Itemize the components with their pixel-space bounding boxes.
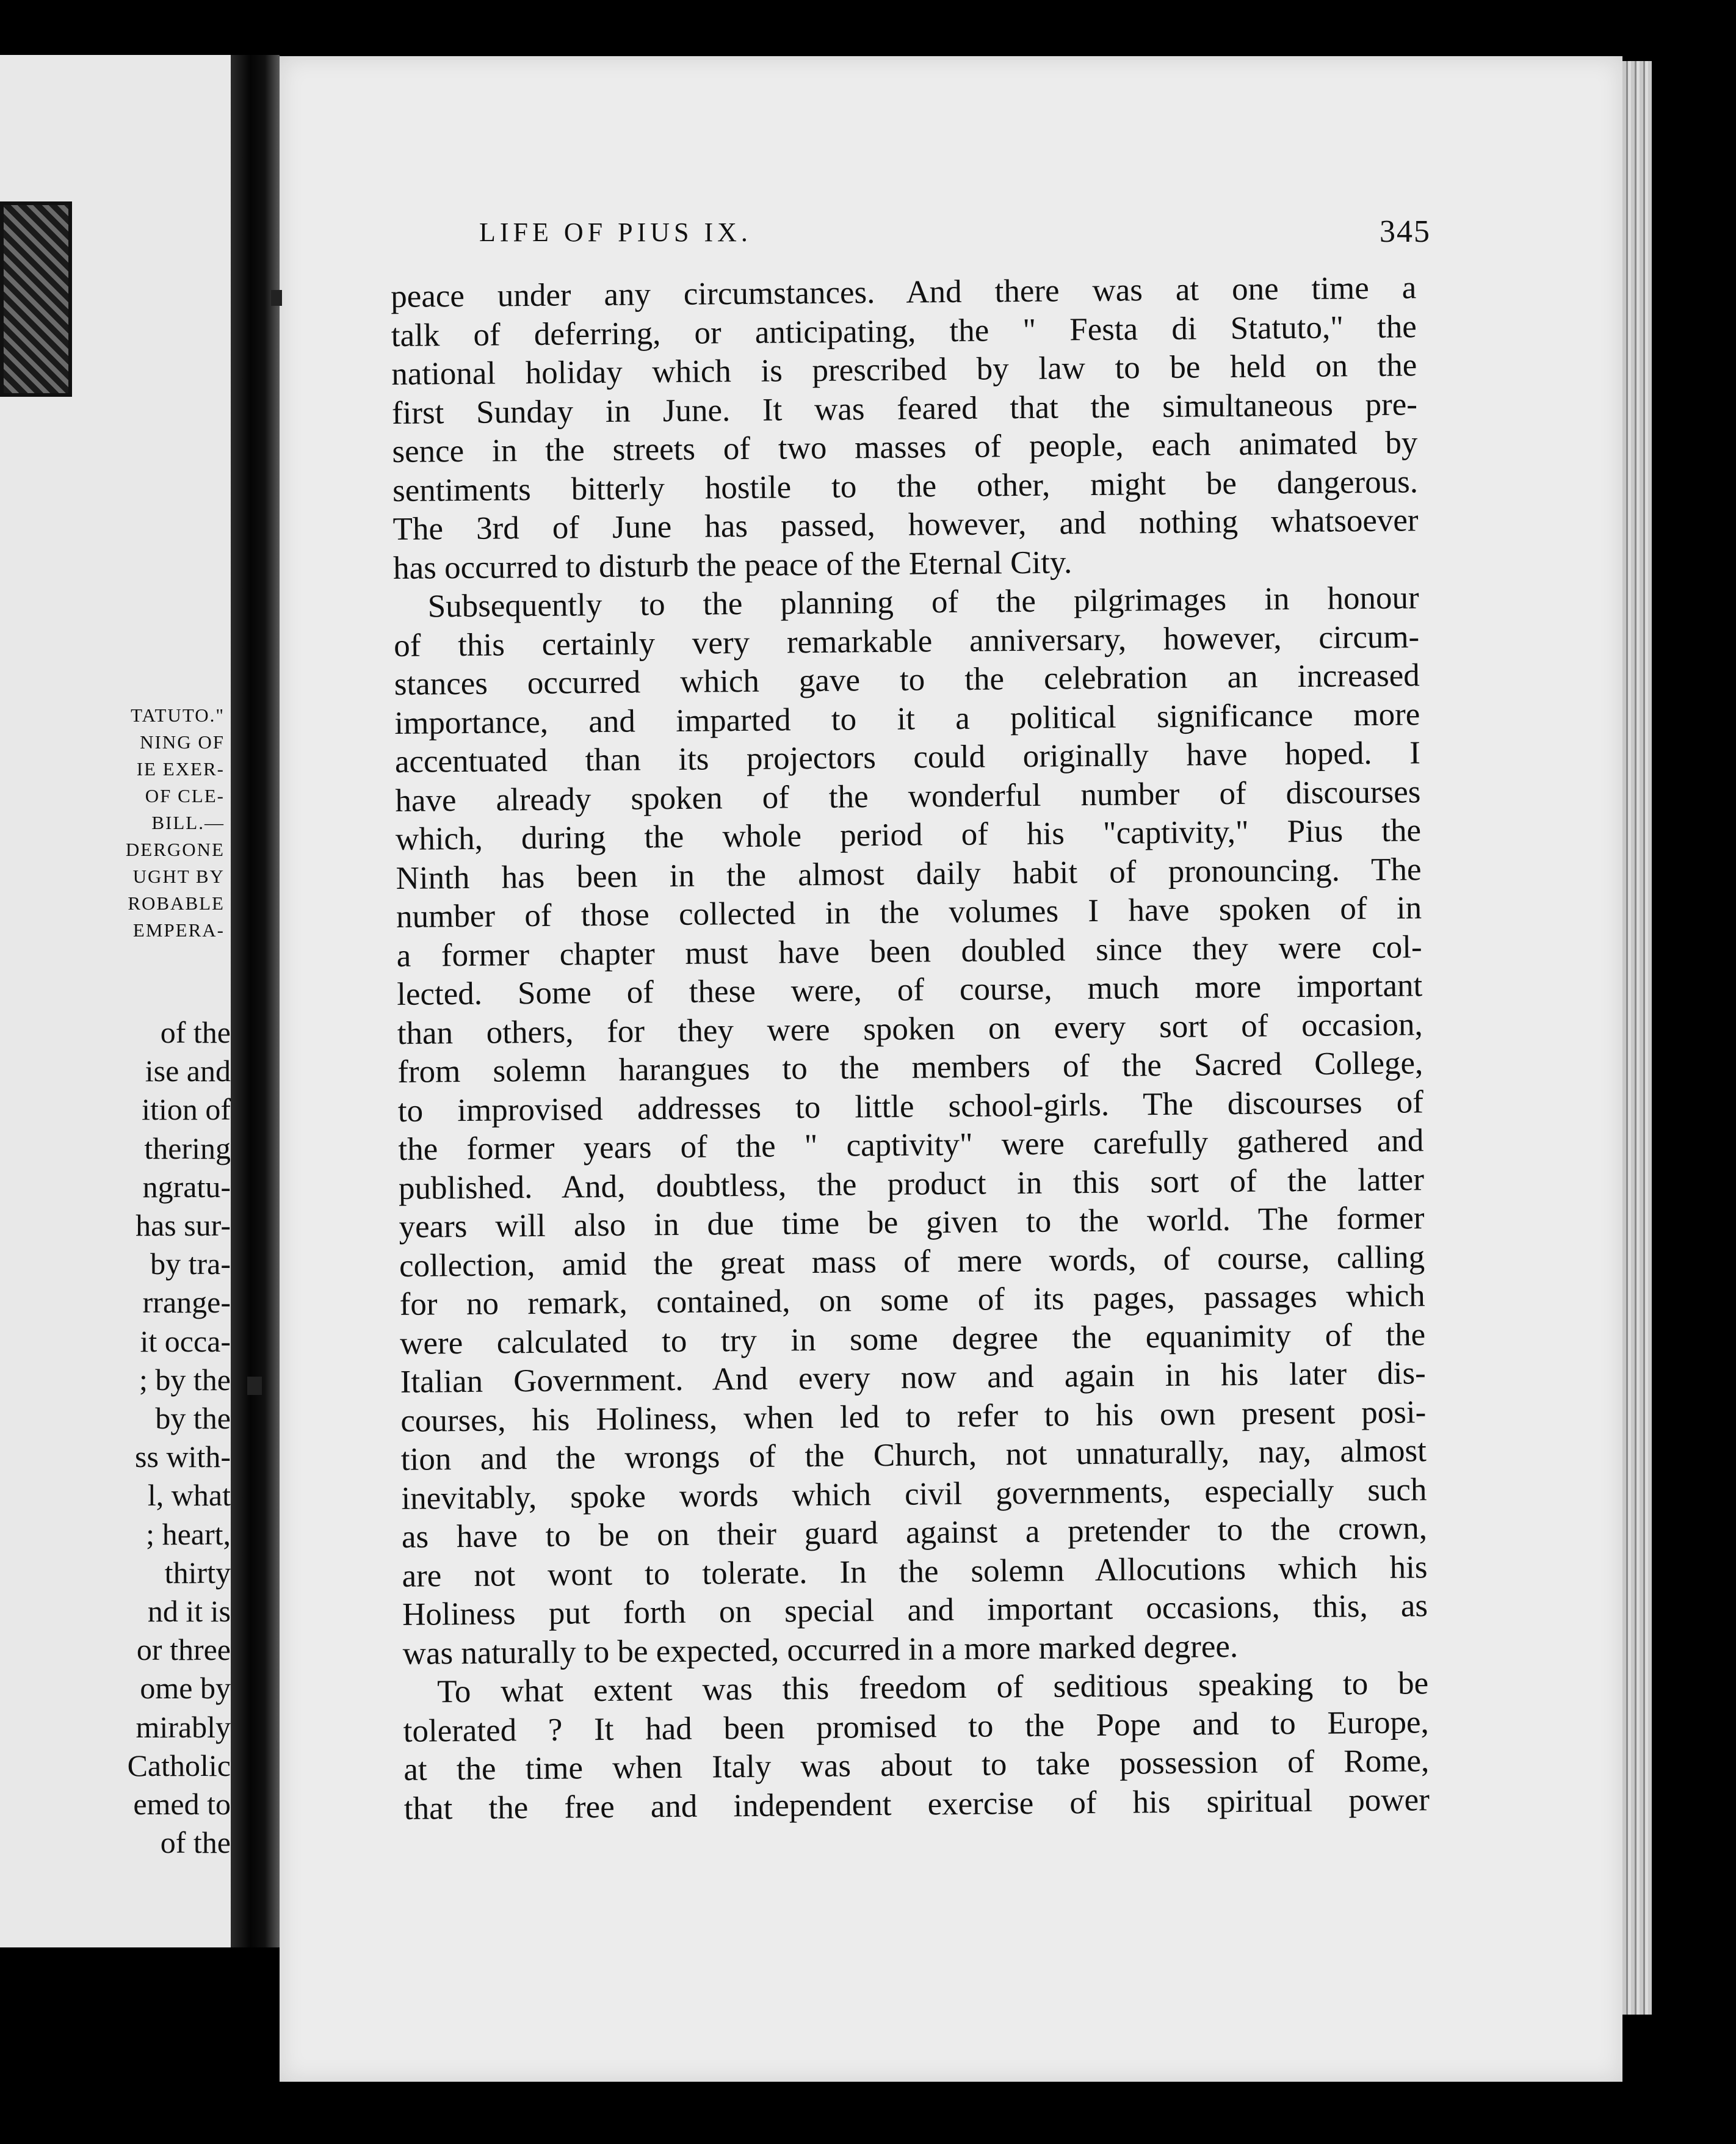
text-line: as have to be on their guard against a pretender to the crown,: [401, 1510, 1428, 1555]
summary-line: DERGONE: [125, 839, 225, 860]
text-line: first Sunday in June. It was feared that the simultaneous pre-: [391, 386, 1418, 431]
body-text: [391, 269, 1430, 1828]
text-line: of the: [160, 1825, 231, 1860]
summary-line: IE EXER-: [136, 758, 225, 780]
text-line: accentuated than its projectors could originally have hoped. I: [394, 735, 1421, 780]
text-line: nd it is: [147, 1594, 231, 1629]
text-line: ss with-: [135, 1440, 231, 1474]
text-line: ome by: [140, 1671, 231, 1706]
text-line: of the: [160, 1015, 231, 1049]
text-line: talk of deferring, or anticipating, the " Festa di Statuto," the: [391, 308, 1417, 353]
text-line: years will also in due time be given to the world. The former: [399, 1200, 1425, 1245]
text-line: by tra-: [150, 1247, 231, 1281]
left-page-text-fragment: [128, 1013, 231, 1862]
text-line: the former years of the " captivity" were carefully gathered and: [398, 1123, 1424, 1167]
left-page: [0, 55, 231, 1947]
text-line: are not wont to tolerate. In the solemn Allocutions which his: [402, 1549, 1428, 1594]
summary-line: ROBABLE: [128, 893, 225, 914]
page-edges: [1622, 61, 1652, 2015]
text-line: were calculated to try in some degree the equanimity of the: [399, 1316, 1426, 1361]
text-line: Holiness put forth on special and important occasions, this, as: [402, 1588, 1428, 1632]
text-line: published. And, doubtless, the product in this sort of the latter: [398, 1161, 1425, 1206]
text-line: Catholic: [127, 1748, 231, 1783]
text-line: emed to: [133, 1787, 231, 1822]
text-line: has sur-: [136, 1208, 231, 1243]
text-line: or three: [136, 1632, 231, 1667]
text-line: it occa-: [140, 1324, 231, 1358]
text-line: was naturally to be expected, occurred in a more marked degree.: [402, 1628, 1239, 1671]
text-line: Italian Government. And every now and again in his later dis-: [400, 1355, 1426, 1400]
text-line: ition of: [142, 1092, 231, 1127]
text-line: to improvised addresses to little school-girls. The discourses of: [397, 1084, 1424, 1129]
text-line: l, what: [147, 1478, 231, 1513]
text-line: rrange-: [142, 1285, 231, 1320]
text-line: importance, and imparted to it a political significance more: [394, 696, 1420, 741]
summary-line: OF CLE-: [145, 785, 225, 806]
text-line: tion and the wrongs of the Church, not unnaturally, nay, almost: [400, 1433, 1427, 1477]
text-line: To what extent was this freedom of seditious speaking to be: [436, 1665, 1429, 1710]
summary-line: EMPERA-: [132, 919, 225, 941]
decorative-initial-ornament: [0, 201, 72, 397]
text-line: have already spoken of the wonderful number of discourses: [395, 773, 1421, 819]
summary-line: BILL.—: [151, 812, 225, 833]
text-line: Ninth has been in the almost daily habit of pronouncing. The: [396, 851, 1422, 896]
text-line: inevitably, spoke words which civil governments, especially such: [401, 1471, 1427, 1516]
text-line: ngratu-: [142, 1169, 231, 1204]
text-line: ise and: [145, 1054, 231, 1088]
text-line: sentiments bitterly hostile to the other, might be dangerous.: [392, 463, 1419, 509]
text-line: for no remark, contained, on some of its pages, passages which: [399, 1278, 1425, 1322]
margin-mark: [247, 1377, 262, 1395]
text-line: The 3rd of June has passed, however, and nothing whatsoever: [392, 502, 1419, 547]
text-line: collection, amid the great mass of mere words, of course, calling: [399, 1239, 1425, 1284]
text-line: ; heart,: [146, 1516, 231, 1551]
summary-line: UGHT BY: [132, 866, 225, 887]
text-line: has occurred to disturb the peace of the Eternal City.: [392, 544, 1072, 586]
text-line: that the free and independent exercise of his spiritual power: [403, 1781, 1430, 1827]
text-line: at the time when Italy was about to take possession of Rome,: [403, 1743, 1430, 1787]
summary-line: TATUTO.": [131, 704, 225, 726]
text-line: which, during the whole period of his "captivity," Pius the: [395, 813, 1422, 857]
text-line: from solemn harangues to the members of the Sacred College,: [397, 1045, 1423, 1090]
text-line: thirty: [164, 1555, 231, 1590]
text-line: a former chapter must have been doubled since they were col-: [396, 929, 1422, 974]
text-line: peace under any circumstances. And there was at one time a: [391, 270, 1417, 314]
text-line: lected. Some of these were, of course, much more important: [396, 968, 1423, 1012]
text-line: sence in the streets of two masses of people, each animated by: [392, 425, 1418, 469]
text-line: mirably: [136, 1709, 231, 1744]
book-gutter: [231, 55, 280, 1947]
chapter-summary-fragment: [126, 702, 225, 944]
text-line: tolerated ? It had been promised to the Pope and to Europe,: [403, 1704, 1429, 1749]
text-line: of this certainly very remarkable anniversary, however, circum-: [394, 618, 1420, 664]
text-line: number of those collected in the volumes I have spoken of in: [396, 890, 1422, 935]
margin-mark: [271, 290, 282, 306]
text-line: by the: [155, 1401, 231, 1436]
text-line: stances occurred which gave to the celebration an increased: [394, 657, 1420, 702]
page-number: 345: [1380, 214, 1431, 249]
text-line: national holiday which is prescribed by law to be held on the: [391, 347, 1417, 392]
text-line: ; by the: [139, 1362, 231, 1397]
text-line: than others, for they were spoken on every sort of occasion,: [397, 1006, 1423, 1051]
running-head: LIFE OF PIUS IX.: [479, 217, 752, 247]
text-line: courses, his Holiness, when led to refer to his own present posi-: [400, 1394, 1427, 1439]
text-line: Subsequently to the planning of the pilgrimages in honour: [427, 580, 1419, 625]
summary-line: NING OF: [140, 731, 225, 753]
text-line: thering: [144, 1131, 231, 1165]
